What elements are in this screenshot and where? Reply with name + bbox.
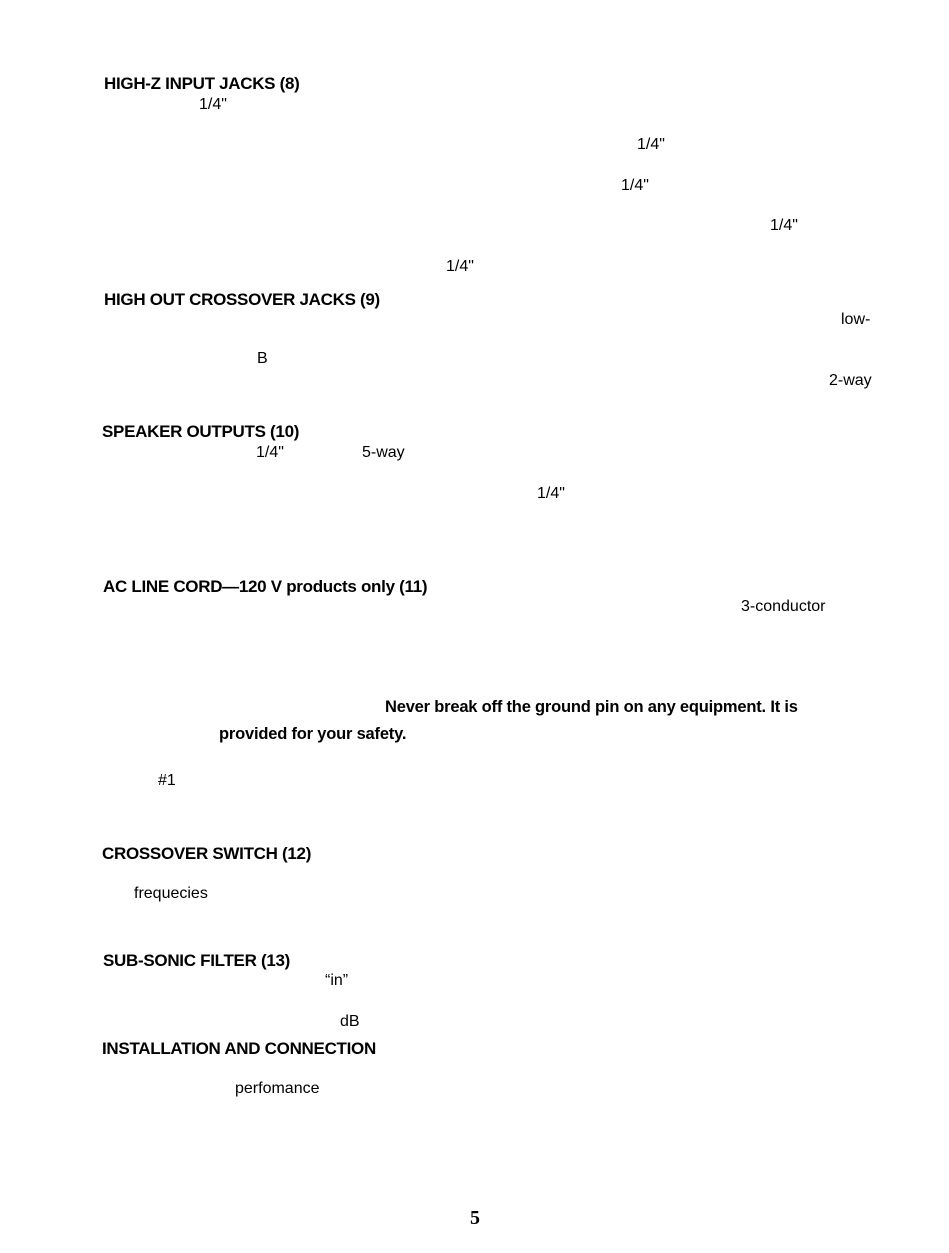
warning-ground-pin-line1: Never break off the ground pin on any equipment. It is <box>385 698 798 716</box>
warning-ground-pin-line2: provided for your safety. <box>219 725 407 743</box>
text-fragment: 1/4" <box>621 177 649 194</box>
page-number: 5 <box>470 1207 480 1229</box>
text-fragment: perfomance <box>235 1080 320 1097</box>
text-fragment: “in” <box>325 972 349 989</box>
heading-high-out-crossover-jacks: HIGH OUT CROSSOVER JACKS (9) <box>104 290 380 309</box>
text-fragment: dB <box>340 1013 360 1030</box>
heading-installation-and-connection: INSTALLATION AND CONNECTION <box>102 1039 376 1058</box>
text-fragment: 1/4" <box>446 258 474 275</box>
text-fragment: B <box>257 350 268 367</box>
heading-high-z-input-jacks: HIGH-Z INPUT JACKS (8) <box>104 74 300 93</box>
text-fragment: low- <box>841 311 871 328</box>
text-fragment: 1/4" <box>256 444 284 461</box>
heading-sub-sonic-filter: SUB-SONIC FILTER (13) <box>103 951 291 970</box>
heading-ac-line-cord: AC LINE CORD—120 V products only (11) <box>103 577 428 596</box>
text-fragment: 3-conductor <box>741 598 826 615</box>
text-fragment: frequecies <box>134 885 208 902</box>
text-fragment: 2-way <box>829 372 872 389</box>
text-fragment: 1/4" <box>537 485 565 502</box>
text-fragment: 1/4" <box>770 217 798 234</box>
heading-speaker-outputs: SPEAKER OUTPUTS (10) <box>102 422 300 441</box>
text-fragment: 1/4" <box>199 96 227 113</box>
text-fragment: #1 <box>158 772 176 789</box>
heading-crossover-switch: CROSSOVER SWITCH (12) <box>102 844 312 863</box>
text-fragment: 5-way <box>362 444 405 461</box>
text-fragment: 1/4" <box>637 136 665 153</box>
